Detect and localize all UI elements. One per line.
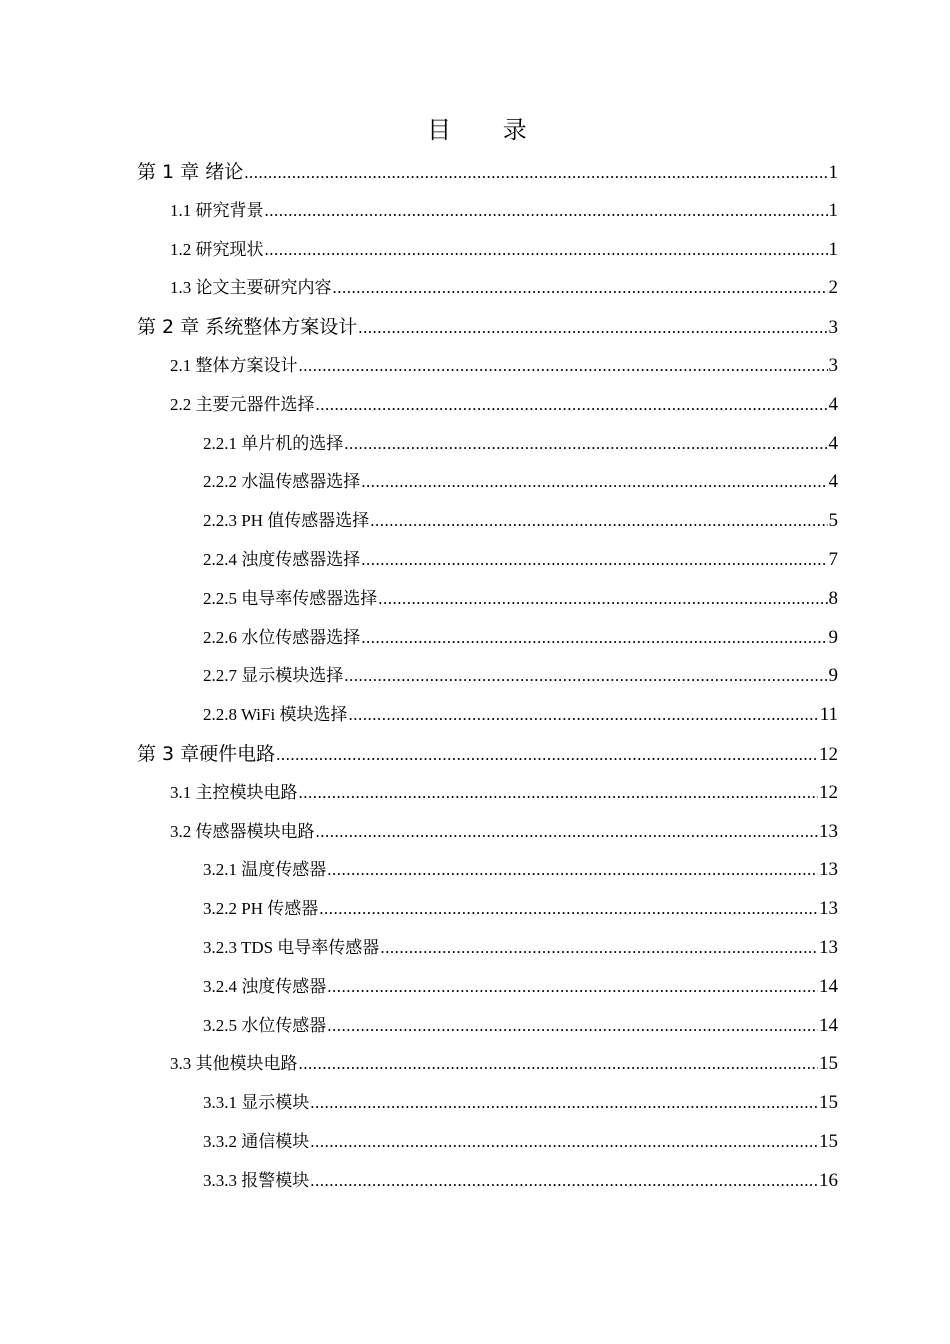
dot-leader [361,541,827,580]
toc-page-number: 9 [828,626,838,648]
toc-entry-level-3[interactable] [0,463,950,502]
dot-leader [327,1007,818,1046]
toc-page-number: 1 [828,238,838,260]
dot-leader [378,580,827,619]
toc-entry-level-3[interactable] [0,1084,950,1123]
dot-leader [348,696,818,735]
toc-page-number: 12 [819,781,838,803]
toc-entry-label: 3.2.4 浊度传感器 [203,976,327,996]
dot-leader [276,736,818,775]
toc-page-number: 4 [828,393,838,415]
dot-leader [299,1045,819,1084]
toc-entry-level-2[interactable] [0,774,950,813]
toc-entry-label: 2.2.3 PH 值传感器选择 [203,511,370,531]
dot-leader [265,192,828,231]
toc-page-number: 4 [828,471,838,493]
toc-page-number: 15 [819,1130,838,1152]
toc-entry-label: 3.2.1 温度传感器 [203,860,327,880]
toc-page-number: 16 [819,1169,838,1191]
toc-entry-level-1[interactable] [0,153,950,192]
toc-entry-label: 2.2.5 电导率传感器选择 [203,588,378,608]
toc-entry-label: 3.2.5 水位传感器 [203,1015,327,1035]
toc-page-number: 9 [828,665,838,687]
toc-entry-label: 3.2.3 TDS 电导率传感器 [203,937,380,957]
toc-entry-level-3[interactable] [0,502,950,541]
dot-leader [319,890,818,929]
toc-entry-level-3[interactable] [0,657,950,696]
toc-page-number: 1 [828,199,838,221]
toc-entry-label: 2.2.8 WiFi 模块选择 [203,705,348,725]
toc-page-number: 13 [819,820,838,842]
dot-leader [370,502,827,541]
toc-entry-label: 1.3 论文主要研究内容 [170,278,332,298]
toc-entry-label: 3.3.3 报警模块 [203,1170,310,1190]
toc-entry-level-3[interactable] [0,890,950,929]
toc-page-number: 5 [828,510,838,532]
toc-entry-level-3[interactable] [0,968,950,1007]
toc-entry-label: 1.1 研究背景 [170,200,264,220]
toc-entry-label: 2.2.7 显示模块选择 [203,666,344,686]
toc-page-number: 13 [819,898,838,920]
toc-entry-label: 第 1 章 绪论 [137,161,244,183]
toc-entry-label: 第 2 章 系统整体方案设计 [137,316,358,339]
toc-entry-level-2[interactable] [0,1045,950,1084]
toc-entry-level-3[interactable] [0,1162,950,1201]
toc-entry-level-2[interactable] [0,347,950,386]
toc-entry-level-3[interactable] [0,851,950,890]
dot-leader [310,1162,818,1201]
toc-entry-label: 2.2.6 水位传感器选择 [203,627,361,647]
dot-leader [316,386,828,425]
dot-leader [327,968,818,1007]
toc-page-number: 7 [828,548,838,570]
table-of-contents [0,153,950,1201]
toc-title: 目 录 [427,116,549,144]
dot-leader [299,774,819,813]
toc-page-number: 4 [828,432,838,454]
toc-entry-level-3[interactable] [0,619,950,658]
toc-entry-level-3[interactable] [0,541,950,580]
toc-entry-level-1[interactable] [0,308,950,347]
toc-page-number: 15 [819,1092,838,1114]
toc-entry-label: 3.3 其他模块电路 [170,1054,298,1074]
toc-entry-label: 2.2.4 浊度传感器选择 [203,549,361,569]
toc-page-number: 14 [819,1014,838,1036]
toc-page-number: 14 [819,975,838,997]
toc-entry-level-3[interactable] [0,1007,950,1046]
toc-page-number: 13 [819,859,838,881]
toc-entry-level-3[interactable] [0,929,950,968]
dot-leader [265,231,828,270]
toc-entry-label: 3.2.2 PH 传感器 [203,899,319,919]
toc-entry-level-3[interactable] [0,425,950,464]
toc-entry-label: 2.2 主要元器件选择 [170,394,315,414]
toc-entry-label: 3.2 传感器模块电路 [170,821,315,841]
toc-entry-label: 2.2.2 水温传感器选择 [203,472,361,492]
toc-entry-level-3[interactable] [0,696,950,735]
toc-entry-level-2[interactable] [0,813,950,852]
dot-leader [358,309,827,348]
toc-entry-level-2[interactable] [0,386,950,425]
toc-entry-level-2[interactable] [0,269,950,308]
toc-page-number: 12 [819,743,838,765]
toc-entry-label: 3.3.2 通信模块 [203,1131,310,1151]
toc-page-number: 1 [828,162,838,183]
toc-page-number: 15 [819,1053,838,1075]
dot-leader [361,463,827,502]
toc-page-number: 3 [828,317,838,339]
toc-entry-label: 2.1 整体方案设计 [170,355,298,375]
toc-entry-label: 1.2 研究现状 [170,239,264,259]
toc-entry-label: 3.3.1 显示模块 [203,1093,310,1113]
dot-leader [244,154,827,193]
toc-page-number: 11 [819,704,838,726]
toc-entry-level-2[interactable] [0,192,950,231]
toc-page-number: 8 [828,587,838,609]
dot-leader [316,813,819,852]
dot-leader [299,347,828,386]
toc-entry-label: 2.2.1 单片机的选择 [203,433,344,453]
toc-entry-level-3[interactable] [0,580,950,619]
dot-leader [333,269,828,308]
toc-page-number: 2 [828,277,838,299]
toc-entry-level-1[interactable] [0,735,950,774]
dot-leader [380,929,818,968]
toc-page-number: 13 [819,936,838,958]
dot-leader [310,1084,818,1123]
dot-leader [361,619,827,658]
toc-page-number: 3 [828,354,838,376]
dot-leader [344,657,827,696]
toc-entry-label: 第 3 章硬件电路 [137,742,276,765]
toc-entry-level-2[interactable] [0,231,950,270]
toc-entry-label: 3.1 主控模块电路 [170,782,298,802]
dot-leader [344,425,827,464]
dot-leader [327,851,818,890]
dot-leader [310,1123,818,1162]
toc-entry-level-3[interactable] [0,1123,950,1162]
